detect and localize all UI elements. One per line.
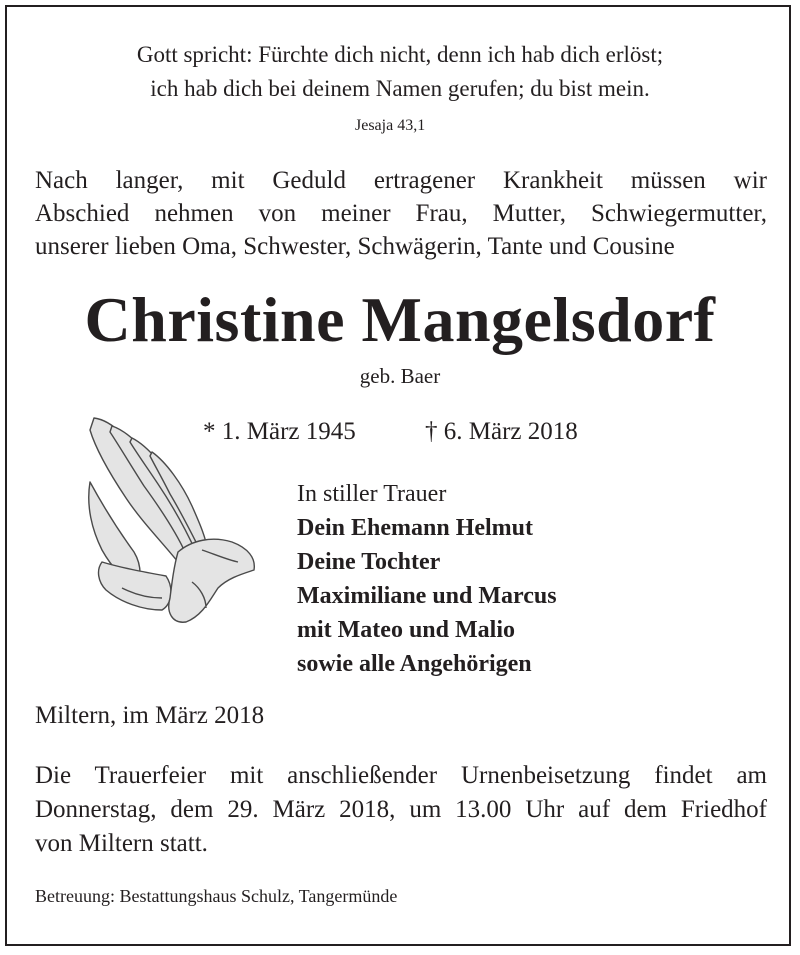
mourner-line: sowie alle Angehörigen <box>297 651 532 677</box>
praying-hands-icon <box>82 412 260 632</box>
footer-credit: Betreuung: Bestattungshaus Schulz, Tangermünde <box>35 886 398 906</box>
deceased-name: Christine Mangelsdorf <box>84 284 716 355</box>
mourner-line: Deine Tochter <box>297 549 441 575</box>
funeral-line-2: Donnerstag, dem 29. März 2018, um 13.00 Uhr auf dem Friedhof <box>35 796 767 823</box>
intro-line-1: Nach langer, mit Geduld ertragener Krankheit müssen wir <box>35 167 767 194</box>
mourning-heading: In stiller Trauer <box>297 481 447 507</box>
verse-line-2: ich hab dich bei deinem Namen gerufen; du bist mein. <box>150 76 650 101</box>
birth-name: geb. Baer <box>359 364 441 388</box>
mourner-line: mit Mateo und Malio <box>297 617 515 643</box>
intro-line-2: Abschied nehmen von meiner Frau, Mutter, Schwiegermutter, <box>35 200 767 227</box>
funeral-line-3: von Miltern statt. <box>35 830 208 857</box>
verse-reference: Jesaja 43,1 <box>355 117 426 134</box>
funeral-line-1: Die Trauerfeier mit anschließender Urnenbeisetzung findet am <box>35 762 767 789</box>
death-date: † 6. März 2018 <box>425 418 578 445</box>
mourner-line: Dein Ehemann Helmut <box>297 515 534 541</box>
verse-line-1: Gott spricht: Fürchte dich nicht, denn ich hab dich erlöst; <box>136 42 664 67</box>
intro-line-3: unserer lieben Oma, Schwester, Schwägerin, Tante und Cousine <box>35 233 675 260</box>
place-date: Miltern, im März 2018 <box>35 702 265 729</box>
mourner-line: Maximiliane und Marcus <box>297 583 557 609</box>
birth-date: * 1. März 1945 <box>203 418 356 445</box>
